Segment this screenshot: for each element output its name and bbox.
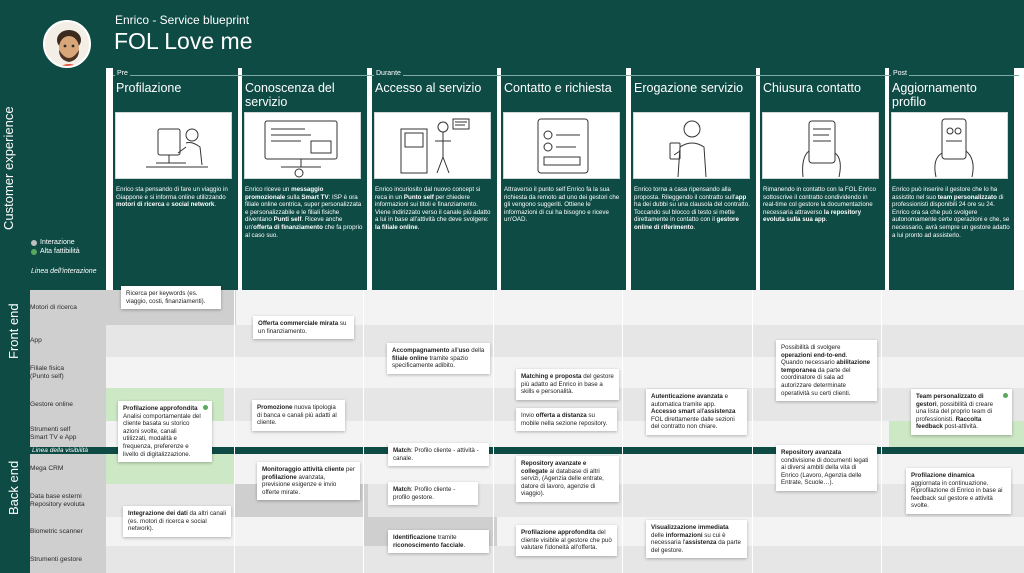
card-text: Promozione nuova tipologia di banca e canali più adatti al cliente. bbox=[257, 404, 337, 427]
phase-description: Attraverso il punto self Enrico fa la sua richiesta da remoto ad uno dei gestori che gli vengono suggeriti. Ottiene le informazioni di cui ha bisogno e riceve un'OAD. bbox=[504, 186, 620, 224]
phase-title: Chiusura contatto bbox=[763, 81, 861, 95]
lane-label-text: Biometric scanner bbox=[30, 527, 83, 535]
phase-column bbox=[113, 68, 238, 290]
card-text: Autenticazione avanzata e automatica tramite app. Accesso smart all'assistenza FOL direttamente dalle sezioni del contratto non chiare. bbox=[651, 393, 736, 431]
card-text: Accompagnamento all'uso della filiale online tramite spazio specificamente adibito. bbox=[392, 347, 485, 370]
customer-experience-label: Customer experience bbox=[1, 106, 16, 230]
phase-marker-post: Post bbox=[893, 70, 908, 77]
feasibility-dot-icon bbox=[203, 405, 208, 410]
legend bbox=[31, 239, 80, 257]
phase-marker-pre: Pre bbox=[117, 70, 128, 77]
phase-column bbox=[372, 68, 497, 290]
column-divider bbox=[234, 290, 235, 573]
card-text: Team personalizzato di gestori, possibilità di creare una lista del proprio team di professionisti. Raccolta feedback post-attività. bbox=[916, 393, 994, 431]
card-visualizzazione bbox=[646, 520, 747, 558]
phase-divider bbox=[242, 75, 372, 76]
page-title: FOL Love me bbox=[114, 28, 253, 54]
legend-label: Interazione bbox=[40, 239, 75, 246]
phase-description: Enrico incuriosito dal nuovo concept si reca in un Punto self per chiedere informazioni sui titoli e finanziamento. Viene indirizzato verso il canale più adatto a lui in base all'attività che deve svolgere: la filiale online. bbox=[375, 186, 491, 231]
card-text: Profilazione dinamica aggiornata in continuazione. Riprofilazione di Enrico in base ai feedback sul gestore e attività svolte. bbox=[911, 472, 1003, 510]
card-text: Profilazione approfondita Analisi comportamentale del cliente basata su storico azioni svolte, canali utilizzati, modalità e frequenza, preferenze e livello di digitalizzazione. bbox=[123, 405, 201, 458]
card-repository-evoluta bbox=[776, 445, 877, 491]
lane-background bbox=[106, 290, 1024, 325]
column-divider bbox=[363, 290, 364, 573]
self-point-kiosk-sketch-icon bbox=[374, 112, 491, 179]
phase-divider bbox=[760, 75, 890, 76]
phase-title: Accesso al servizio bbox=[375, 81, 482, 95]
header bbox=[0, 0, 1024, 68]
card-text: Visualizzazione immediata delle informazioni su cui è necessaria l'assistenza da parte del gestore. bbox=[651, 524, 741, 554]
hand-holding-phone-sketch-icon bbox=[762, 112, 879, 179]
phase-description: Enrico può inserire il gestore che lo ha assistito nel suo team personalizzato di professionisti disponibili 24 ore su 24. Enrico ora sa che può svolgere autonomamente certe operazioni e che, se necessario, avrà sempre un gestore adatto a lui pronto ad assisterlo. bbox=[892, 186, 1010, 239]
phase-title: Aggiornamento profilo bbox=[892, 81, 977, 109]
card-text: Integrazione dei dati da altri canali (es. motori di ricerca e social network). bbox=[128, 510, 227, 533]
hand-with-phone-sketch-icon bbox=[891, 112, 1008, 179]
avatar bbox=[43, 20, 91, 68]
phase-description: Enrico sta pensando di fare un viaggio in Giappone e si informa online utilizzando motori di ricerca e social network. bbox=[116, 186, 228, 209]
card-text: Matching e proposta del gestore più adatto ad Enrico in base a skills e personalità. bbox=[521, 373, 614, 396]
lane-background bbox=[106, 325, 1024, 357]
column-divider bbox=[493, 290, 494, 573]
blueprint-subtitle: Enrico - Service blueprint bbox=[115, 13, 250, 27]
card-promozione bbox=[252, 400, 345, 431]
feasibility-dot-icon bbox=[31, 249, 37, 255]
person-at-computer-sketch-icon bbox=[115, 112, 232, 179]
card-text: Repository avanzate e collegate ai database di altri servizi, (Agenzia delle entrate, datore di lavoro, agenzie di viaggio). bbox=[521, 460, 604, 498]
visibility-line-label: Linea della visibilità bbox=[32, 447, 89, 454]
card-text: Match: Profilo cliente - attività - canale. bbox=[393, 447, 479, 462]
card-text: Possibilità di svolgere operazioni end-to-end. Quando necessario abilitazione temporanea da parte del coordinatore di sala ad autorizzare determinate operatività su certi clienti. bbox=[781, 344, 871, 397]
phase-divider bbox=[501, 75, 631, 76]
column-divider bbox=[752, 290, 753, 573]
phase-title: Contatto e richiesta bbox=[504, 81, 612, 95]
card-match-gestore bbox=[388, 482, 478, 505]
card-text: Profilazione approfondita del cliente visibile al gestore che può valutare l'idoneità all'offerta. bbox=[521, 529, 612, 552]
phase-title: Erogazione servizio bbox=[634, 81, 744, 95]
interaction-dot-icon bbox=[31, 240, 37, 246]
phase-description: Enrico riceve un messaggio promozionale sulla Smart TV: ISP è ora filiale online centrica, super personalizzata e personalizzabile e le filiali fisiche diventano Punti self. Riceve anche un'offerta di finanziamento che fa proprio al caso suo. bbox=[245, 186, 363, 239]
phase-column bbox=[889, 68, 1014, 290]
phase-column bbox=[501, 68, 626, 290]
card-offerta-commerciale bbox=[253, 316, 354, 339]
phase-divider bbox=[631, 75, 761, 76]
lane-label-text: Gestore online bbox=[30, 400, 73, 408]
swimlane bbox=[0, 546, 1024, 573]
phase-column bbox=[631, 68, 756, 290]
front-end-label: Front end bbox=[6, 303, 21, 359]
card-profilazione-approfondita-front bbox=[118, 401, 212, 462]
smart-tv-sketch-icon bbox=[244, 112, 361, 179]
phase-description: Rimanendo in contatto con la FOL Enrico sottoscrive il contratto condividendo in real-time col gestore la documentazione necessaria attraverso la repository evoluta sulla sua app. bbox=[763, 186, 876, 224]
card-match-attivita bbox=[388, 443, 489, 466]
card-text: Invio offerta a distanza su mobile nella sezione repository. bbox=[521, 412, 608, 427]
lane-label-text: App bbox=[30, 337, 42, 344]
phase-title: Profilazione bbox=[116, 81, 182, 95]
phase-description: Enrico torna a casa ripensando alla proposta. Rileggendo il contratto sull'app ha dei dubbi su una clausola del contratto. Toccando sul blocco di testo si mette direttamente in contatto con il gestore online di riferimento. bbox=[634, 186, 750, 231]
card-team-personalizzato bbox=[911, 389, 1012, 435]
lane-label-text: Data base esterni Repository evoluta bbox=[30, 492, 85, 508]
card-autenticazione bbox=[646, 389, 747, 435]
card-accompagnamento bbox=[387, 343, 490, 374]
card-text: Match: Profilo cliente - profilo gestore. bbox=[393, 486, 456, 501]
phase-divider bbox=[113, 75, 243, 76]
card-integrazione-dati bbox=[123, 506, 231, 537]
legend-item bbox=[31, 239, 80, 246]
card-text: Identificazione tramite riconoscimento facciale. bbox=[393, 534, 466, 549]
lane-label-text: Strumenti self Smart TV e App bbox=[30, 426, 77, 441]
self-point-screen-sketch-icon bbox=[503, 112, 620, 179]
card-matching-proposta bbox=[516, 369, 619, 400]
phase-column bbox=[760, 68, 885, 290]
card-invio-offerta bbox=[516, 408, 617, 431]
phase-marker-durante: Durante bbox=[376, 70, 401, 77]
card-identificazione bbox=[388, 530, 489, 553]
card-operazioni-end-to-end bbox=[776, 340, 877, 401]
column-divider bbox=[881, 290, 882, 573]
lane-label-text: Motori di ricerca bbox=[30, 303, 77, 311]
card-text: Repository avanzata condivisione di documenti legati ai diversi ambiti della vita di Enrico (Lavoro, Agenzia delle Entrate, Scuole…). bbox=[781, 449, 869, 487]
column-divider bbox=[622, 290, 623, 573]
lane-label-text: Strumenti gestore bbox=[30, 555, 83, 563]
card-text: Offerta commerciale mirata su un finanziamento. bbox=[258, 320, 347, 335]
card-monitoraggio bbox=[257, 462, 360, 500]
feasibility-dot-icon bbox=[1003, 393, 1008, 398]
card-text: Monitoraggio attività cliente per profilazione avanzata, previsione esigenze e invio offerte mirate. bbox=[262, 466, 355, 496]
legend-label: Alta fattibilità bbox=[40, 248, 80, 255]
legend-item bbox=[31, 248, 80, 255]
back-end-label: Back end bbox=[6, 460, 21, 515]
lane-label-text: Mega CRM bbox=[30, 465, 64, 472]
interaction-line-label: Linea dell'interazione bbox=[31, 268, 97, 275]
card-repository-avanzate bbox=[516, 456, 619, 502]
lane-label-text: Filiale fisica (Punto self) bbox=[30, 364, 65, 380]
person-with-phone-sketch-icon bbox=[633, 112, 750, 179]
phase-column bbox=[242, 68, 367, 290]
phase-title: Conoscenza del servizio bbox=[245, 81, 335, 109]
card-ricerca-keywords bbox=[121, 286, 221, 309]
card-text: Ricerca per keywords (es. viaggio, costi, finanziamenti). bbox=[126, 290, 206, 305]
card-profilazione-approfondita-back bbox=[516, 525, 617, 556]
card-profilazione-dinamica bbox=[906, 468, 1011, 514]
